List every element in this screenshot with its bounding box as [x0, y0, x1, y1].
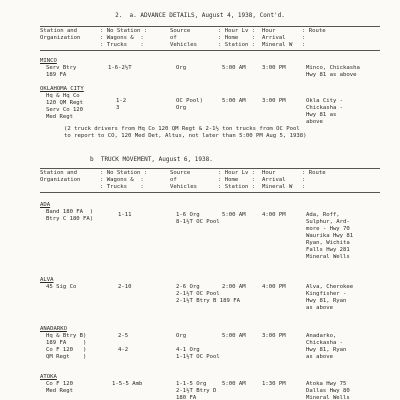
- row-wagons: 1-2 3: [116, 98, 127, 111]
- header-col-station: Station and Organization: [40, 28, 81, 41]
- row-station: MINCO: [40, 58, 57, 64]
- row-arrive: 1:30 PM: [262, 381, 286, 387]
- row-leave: 5:00 AM: [222, 212, 246, 218]
- row-station: ANADARKO: [40, 326, 67, 332]
- row-station: ATOKA: [40, 374, 57, 380]
- row-trucks: 1-5-5 Amb: [112, 381, 143, 387]
- row-org: Co F 120 Med Regt: [46, 381, 73, 394]
- row-source: 1-6 Org 8-1½T OC Pool: [176, 212, 220, 225]
- row-arrive: 3:00 PM: [262, 65, 286, 71]
- header-col-leave: : Hour Lv : : Home : : Station :: [218, 170, 256, 190]
- header-rule-bottom: [40, 50, 380, 51]
- header-col-arrival: Hour Arrival Mineral W: [262, 28, 293, 48]
- row-route: Anadarko, Chickasha - Hwy 81, Ryan as above: [306, 333, 347, 360]
- row-arrive: 3:00 PM: [262, 333, 286, 339]
- row-source: Org 4-1 Org 1-1½T OC Pool: [176, 333, 220, 360]
- row-source: OC Pool) Org: [176, 98, 203, 111]
- row-route: Okla City - Chickasha - Hwy 81 as above: [306, 98, 344, 125]
- header-rule-top: [40, 26, 380, 27]
- row-leave: 5:00 AM: [222, 98, 246, 104]
- header-rule-top: [40, 168, 380, 169]
- row-arrive: 4:00 PM: [262, 212, 286, 218]
- row-route: Alva, Cherokee Kingfisher - Hwy 81, Ryan as above: [306, 284, 354, 311]
- section-heading: b TRUCK MOVEMENT, August 6, 1938.: [90, 156, 213, 163]
- row-station: ALVA: [40, 277, 54, 283]
- header-col-source: Source of Vehicles: [170, 28, 197, 48]
- row-wagons: 1-6-2½T: [108, 65, 132, 71]
- row-route: Atoka Hwy 75 Dallas Hwy 80 Mineral Wells: [306, 381, 350, 400]
- row-source: 1-1-5 Org 2-1½T Btry D 180 FA: [176, 381, 217, 400]
- header-col-wagons: : No Station : : Wagons & : : Trucks :: [100, 170, 148, 190]
- row-trucks: 2-10: [118, 284, 132, 290]
- row-route: Ada, Roff, Sulphur, Ard- more - Hwy 70 Waurika Hwy 81 Ryan, Wichita Falls Hwy 281 Mineral Wells: [306, 212, 354, 260]
- row-org: Band 180 FA ) Btry C 180 FA): [46, 209, 94, 222]
- row-arrive: 4:00 PM: [262, 284, 286, 290]
- row-source: 2-6 Org 2-1½T OC Pool 2-1½T Btry B 189 FA: [176, 284, 240, 304]
- page-title: 2. a. ADVANCE DETAILS, August 4, 1938, Cont'd.: [115, 12, 285, 19]
- header-col-leave: : Hour Lv : : Home : : Station :: [218, 28, 256, 48]
- header-col-arrival: Hour Arrival Mineral W: [262, 170, 293, 190]
- row-station: ADA: [40, 202, 51, 208]
- row-source: Org: [176, 65, 187, 71]
- header-rule-bottom: [40, 192, 380, 193]
- row-leave: 5:00 AM: [222, 333, 246, 339]
- row-org: Hq & Hq Co 120 QM Regt Serv Co 120 Med Regt: [46, 93, 84, 120]
- row-route: Minco, Chickasha Hwy 81 as above: [306, 65, 360, 78]
- row-leave: 5:00 AM: [222, 65, 246, 71]
- row-org: 45 Sig Co: [46, 284, 77, 290]
- note-text: (2 truck drivers from Hq Co 120 QM Regt & 2-1½ ton trucks from OC Pool to report to CO, 120 Med Det, Altus, not later than 5:00 PM Aug 5, 1938): [64, 126, 307, 139]
- header-col-wagons: : No Station : : Wagons & : : Trucks :: [100, 28, 148, 48]
- header-col-route: : Route : :: [302, 28, 326, 48]
- row-org: Hq & Btry B) 189 FA ) Co F 120 ) QM Regt ): [46, 333, 87, 360]
- header-col-route: : Route : :: [302, 170, 326, 190]
- header-col-station: Station and Organization: [40, 170, 81, 183]
- row-trucks: 1-11: [118, 212, 132, 218]
- row-leave: 5:00 AM: [222, 381, 246, 387]
- header-col-source: Source of Vehicles: [170, 170, 197, 190]
- row-trucks: 2-5 4-2: [118, 333, 129, 353]
- row-org: Serv Btry 189 FA: [46, 65, 77, 78]
- row-leave: 2:00 AM: [222, 284, 246, 290]
- row-arrive: 3:00 PM: [262, 98, 286, 104]
- row-station: OKLAHOMA CITY: [40, 86, 84, 92]
